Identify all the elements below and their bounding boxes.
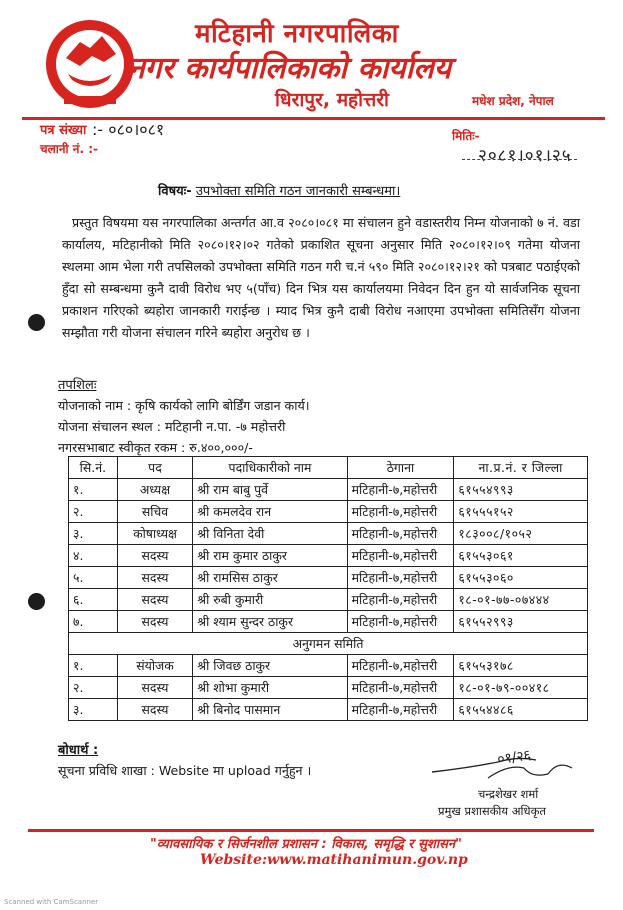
footer-rule xyxy=(28,829,594,832)
table-cell: श्री विनिता देवी xyxy=(193,523,347,545)
column-header: सि.नं. xyxy=(69,457,118,479)
table-row xyxy=(69,523,588,545)
punch-hole xyxy=(28,314,45,331)
approved-amount: नगरसभाबाट स्वीकृत रकम : रु.४००,०००/- xyxy=(58,440,253,455)
date-value: २०८१।०१।२५ xyxy=(478,146,572,166)
table-cell: श्री रामसिस ठाकुर xyxy=(193,567,347,589)
table-cell: संयोजक xyxy=(117,655,193,677)
table-cell: मटिहानी-७,महोत्तरी xyxy=(347,523,454,545)
table-row xyxy=(69,677,588,699)
table-cell: ६१५५४९९३ xyxy=(454,479,588,501)
table-cell: श्री राम बाबु पुर्वे xyxy=(193,479,347,501)
table-cell: मटिहानी-७,महोत्तरी xyxy=(347,611,454,633)
table-cell: मटिहानी-७,महोत्तरी xyxy=(347,567,454,589)
table-cell: श्री कमलदेव रान xyxy=(193,501,347,523)
table-cell: सदस्य xyxy=(117,611,193,633)
letter-number-value: :- ०८०।०८१ xyxy=(92,120,165,139)
table-cell: १८-०१-७९-००४१८ xyxy=(454,677,588,699)
table-cell: श्री राम कुमार ठाकुर xyxy=(193,545,347,567)
table-cell: ६१५५४४८६ xyxy=(454,699,588,721)
office-location: धिरापुर, महोत्तरी xyxy=(275,89,389,111)
body-text: प्रस्तुत विषयमा यस नगरपालिका अन्तर्गत आ.व २०८०।०८१ मा संचालन हुने वडास्तरीय निम्न योजनाको ७ नं. वडा कार्यालय, मटिहानीको मिति २०८०।१२।०२ गतेको प्रकाशित सूचना अनुसार मिति २०८०।१२।०९ गतेमा योजना स्थलमा आम भेला गरी तपसिलको उपभोक्ता समिति गठन गरी च.नं ५९० मिति २०८०।१२।२१ को पत्रबाट पठाईएको हुँदा सो सम्बन्धमा कुनै दावी विरोध भए ५(पाँच) दिन भित्र यस कार्यालयमा निवेदन दिन हुन यो सार्वजनिक सूचना प्रकाशन गरिएको ब्यहोरा जानकारी गराईन्छ । म्याद भित्र कुनै दाबी विरोध नआएमा उपभोक्ता समितिसँग योजना सम्झौता गरी योजना संचालन गरिने ब्यहोरा अनुरोध छ । xyxy=(62,215,580,340)
column-header: ठेगाना xyxy=(347,457,454,479)
signatory-name: चन्द्रशेखर शर्मा xyxy=(478,787,539,801)
table-cell: अध्यक्ष xyxy=(117,479,193,501)
table-row xyxy=(69,479,588,501)
table-header-row xyxy=(69,457,588,479)
signature-date: ०१/२६ xyxy=(496,747,533,768)
project-name: योजनाको नाम : कृषि कार्यको लागि बोर्डिंग जडान कार्य। xyxy=(58,398,310,413)
table-cell: श्री बिनोद पासमान xyxy=(193,699,347,721)
table-cell: ७. xyxy=(69,611,118,633)
province-label: मधेश प्रदेश, नेपाल xyxy=(472,94,554,108)
table-row xyxy=(69,655,588,677)
table-cell: १८-०१-७७-०७४४४ xyxy=(454,589,588,611)
table-cell: सदस्य xyxy=(117,589,193,611)
table-cell: ६१५५३०६१ xyxy=(454,545,588,567)
table-cell: श्री शोभा कुमारी xyxy=(193,677,347,699)
date-underline xyxy=(462,159,577,160)
table-row xyxy=(69,699,588,721)
table-cell: मटिहानी-७,महोत्तरी xyxy=(347,545,454,567)
table-cell: ३. xyxy=(69,523,118,545)
table-cell: मटिहानी-७,महोत्तरी xyxy=(347,479,454,501)
table-cell: ६१५५२९९३ xyxy=(454,611,588,633)
column-header: ना.प्र.नं. र जिल्ला xyxy=(454,457,588,479)
table-row xyxy=(69,589,588,611)
letter-number-label: पत्र संख्या xyxy=(40,123,87,138)
footer-motto: "व्यावसायिक र सिर्जनशील प्रशासन : विकास, समृद्धि र सुशासन" xyxy=(150,837,462,852)
monitoring-committee-heading: अनुगमन समिति xyxy=(69,633,588,655)
table-cell: कोषाध्यक्ष xyxy=(117,523,193,545)
office-name: नगर कार्यपालिकाको कार्यालय xyxy=(128,51,452,86)
date-label: मितिः- xyxy=(452,129,480,143)
footer-website: Website:www.matihanimun.gov.np xyxy=(200,852,468,868)
table-cell: ६१५५३०६० xyxy=(454,567,588,589)
table-row xyxy=(69,611,588,633)
municipality-name: मटिहानी नगरपालिका xyxy=(195,19,399,49)
project-site: योजना संचालन स्थल : मटिहानी न.पा. -७ महोत्तरी xyxy=(58,419,286,434)
table-cell: ३. xyxy=(69,699,118,721)
table-cell: सदस्य xyxy=(117,545,193,567)
table-cell: सदस्य xyxy=(117,567,193,589)
signature xyxy=(428,738,578,788)
table-cell: ६१५५५१५२ xyxy=(454,501,588,523)
table-row xyxy=(69,501,588,523)
signatory-title: प्रमुख प्रशासकीय अधिकृत xyxy=(438,804,546,818)
subject-text: उपभोक्ता समिति गठन जानकारी सम्बन्धमा। xyxy=(195,184,401,199)
table-row xyxy=(69,545,588,567)
table-cell: २. xyxy=(69,501,118,523)
column-header: पदाधिकारीको नाम xyxy=(193,457,347,479)
table-cell: श्री जिवछ ठाकुर xyxy=(193,655,347,677)
subject-line xyxy=(158,181,400,199)
table-cell: मटिहानी-७,महोत्तरी xyxy=(347,677,454,699)
table-cell: ४. xyxy=(69,545,118,567)
table-cell: १८३००८/१०५२ xyxy=(454,523,588,545)
column-header: पद xyxy=(117,457,193,479)
table-cell: ६१५५३१७८ xyxy=(454,655,588,677)
punch-hole xyxy=(28,593,45,610)
table-cell: १. xyxy=(69,479,118,501)
cc-recipient: सूचना प्रविधि शाखा : Website मा upload गर्नुहुन । xyxy=(58,763,312,778)
table-subheading-row xyxy=(69,633,588,655)
table-cell: मटिहानी-७,महोत्तरी xyxy=(347,501,454,523)
table-cell: मटिहानी-७,महोत्तरी xyxy=(347,589,454,611)
scanner-watermark: Scanned with CamScanner xyxy=(4,898,99,906)
table-row xyxy=(69,567,588,589)
table-cell: सदस्य xyxy=(117,677,193,699)
table-cell: सदस्य xyxy=(117,699,193,721)
table-cell: १. xyxy=(69,655,118,677)
table-cell: मटिहानी-७,महोत्तरी xyxy=(347,655,454,677)
table-cell: श्री रुबी कुमारी xyxy=(193,589,347,611)
details-label: तपशिलः xyxy=(58,378,97,393)
table-cell: मटिहानी-७,महोत्तरी xyxy=(347,699,454,721)
dispatch-number-label: चलानी नं. :- xyxy=(40,142,98,156)
table-cell: सचिव xyxy=(117,501,193,523)
table-cell: ६. xyxy=(69,589,118,611)
subject-label: विषयः- xyxy=(158,184,192,199)
municipality-emblem xyxy=(44,18,136,110)
table-cell: श्री श्याम सुन्दर ठाकुर xyxy=(193,611,347,633)
cc-label: बोधार्थ : xyxy=(58,743,99,758)
body-paragraph xyxy=(62,212,580,344)
table-cell: ५. xyxy=(69,567,118,589)
committee-table xyxy=(68,456,588,721)
table-cell: २. xyxy=(69,677,118,699)
